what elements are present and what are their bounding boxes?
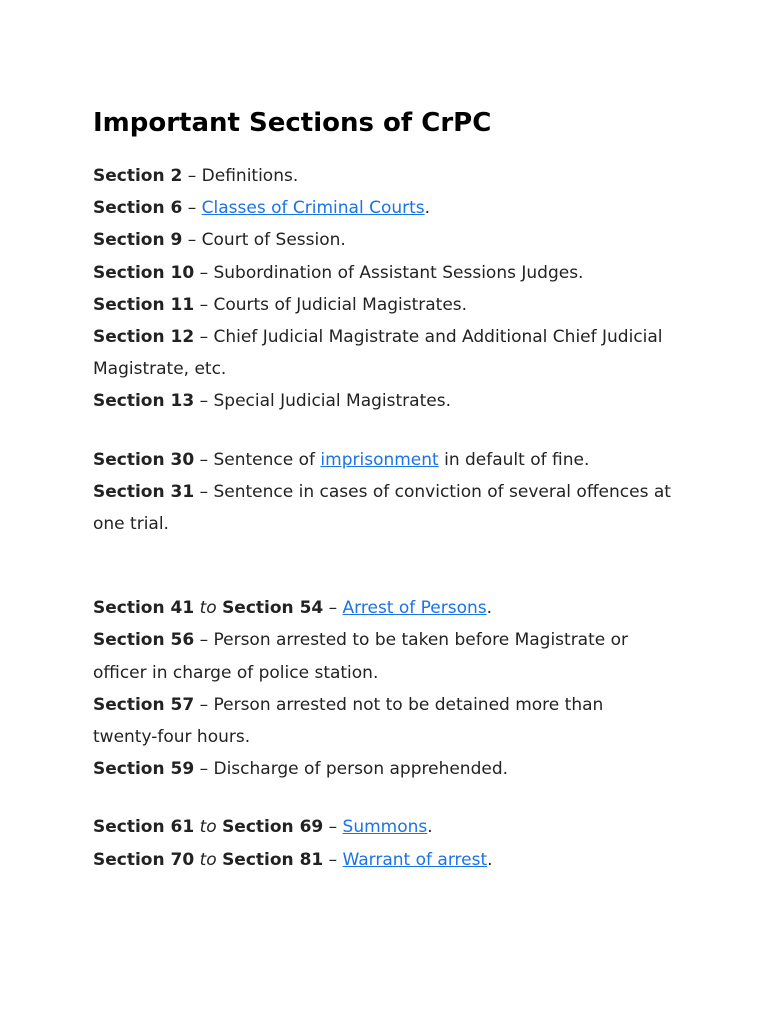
section-number: Section 70 [93,849,195,870]
section-entry: Section 13 – Special Judicial Magistrates. [93,391,451,412]
section-number: Section 69 [222,817,324,838]
range-word: to [199,598,217,619]
section-number: Section 31 [93,481,195,502]
section-description: Person arrested not to be detained more than twenty-four hours. [93,694,604,748]
article-content [93,104,673,876]
section-number: Section 41 [93,598,195,619]
section-group-process [93,811,673,875]
section-number: Section 54 [222,598,324,619]
section-entry: Section 6 – Classes of Criminal Courts. [93,198,431,219]
section-group-courts [93,160,673,418]
section-entry: Section 31 – Sentence in cases of conviction of several offences at one trial. [93,481,671,535]
classes-of-criminal-courts-link[interactable]: Classes of Criminal Courts [201,198,425,219]
section-number: Section 11 [93,294,195,315]
section-number: Section 6 [93,198,183,219]
range-word: to [199,849,217,870]
section-description: Discharge of person apprehended. [213,759,509,780]
imprisonment-link[interactable]: imprisonment [320,449,439,470]
section-number: Section 81 [222,849,324,870]
range-word: to [199,817,217,838]
warrant-of-arrest-link[interactable]: Warrant of arrest [342,849,488,870]
summons-link[interactable]: Summons [342,817,428,838]
section-group-arrest [93,592,673,785]
section-entry: Section 9 – Court of Session. [93,230,346,251]
section-description: Special Judicial Magistrates. [213,391,451,412]
page-title: Important Sections of CrPC [93,108,492,138]
section-description: Sentence in cases of conviction of several offences at one trial. [93,481,671,535]
section-number: Section 9 [93,230,183,251]
section-entry: Section 59 – Discharge of person apprehended. [93,759,509,780]
section-entry: Section 61 to Section 69 – Summons. [93,817,433,838]
section-entry: Section 11 – Courts of Judicial Magistrates. [93,294,468,315]
section-description: Person arrested to be taken before Magistrate or officer in charge of police station. [93,630,629,683]
section-entry: Section 2 – Definitions. [93,166,299,186]
spacer [93,785,673,811]
section-number: Section 56 [93,630,195,651]
section-entry: Section 70 to Section 81 – Warrant of arrest. [93,849,493,870]
section-number: Section 30 [93,449,195,470]
section-entry: Section 56 – Person arrested to be taken before Magistrate or officer in charge of police station. [93,630,629,683]
spacer [93,540,673,592]
section-description: Subordination of Assistant Sessions Judges. [213,262,584,283]
section-group-sentences [93,444,673,541]
section-number: Section 2 [93,166,183,186]
spacer [93,418,673,444]
section-entry: Section 10 – Subordination of Assistant Sessions Judges. [93,262,584,283]
section-number: Section 13 [93,391,195,412]
section-entry: Section 30 – Sentence of imprisonment in default of fine. [93,449,590,470]
section-number: Section 57 [93,694,195,715]
section-description: Court of Session. [201,230,346,251]
section-number: Section 12 [93,327,195,348]
section-entry: Section 41 to Section 54 – Arrest of Persons. [93,598,493,619]
arrest-of-persons-link[interactable]: Arrest of Persons [342,598,487,619]
section-entry: Section 12 – Chief Judicial Magistrate and Additional Chief Judicial Magistrate, etc. [93,327,663,380]
section-number: Section 10 [93,262,195,283]
section-number: Section 61 [93,817,195,838]
section-description: Definitions. [201,166,299,186]
section-entry: Section 57 – Person arrested not to be detained more than twenty-four hours. [93,694,604,748]
section-description: Chief Judicial Magistrate and Additional Chief Judicial Magistrate, etc. [93,327,663,380]
section-number: Section 59 [93,759,195,780]
section-description: Courts of Judicial Magistrates. [213,294,468,315]
